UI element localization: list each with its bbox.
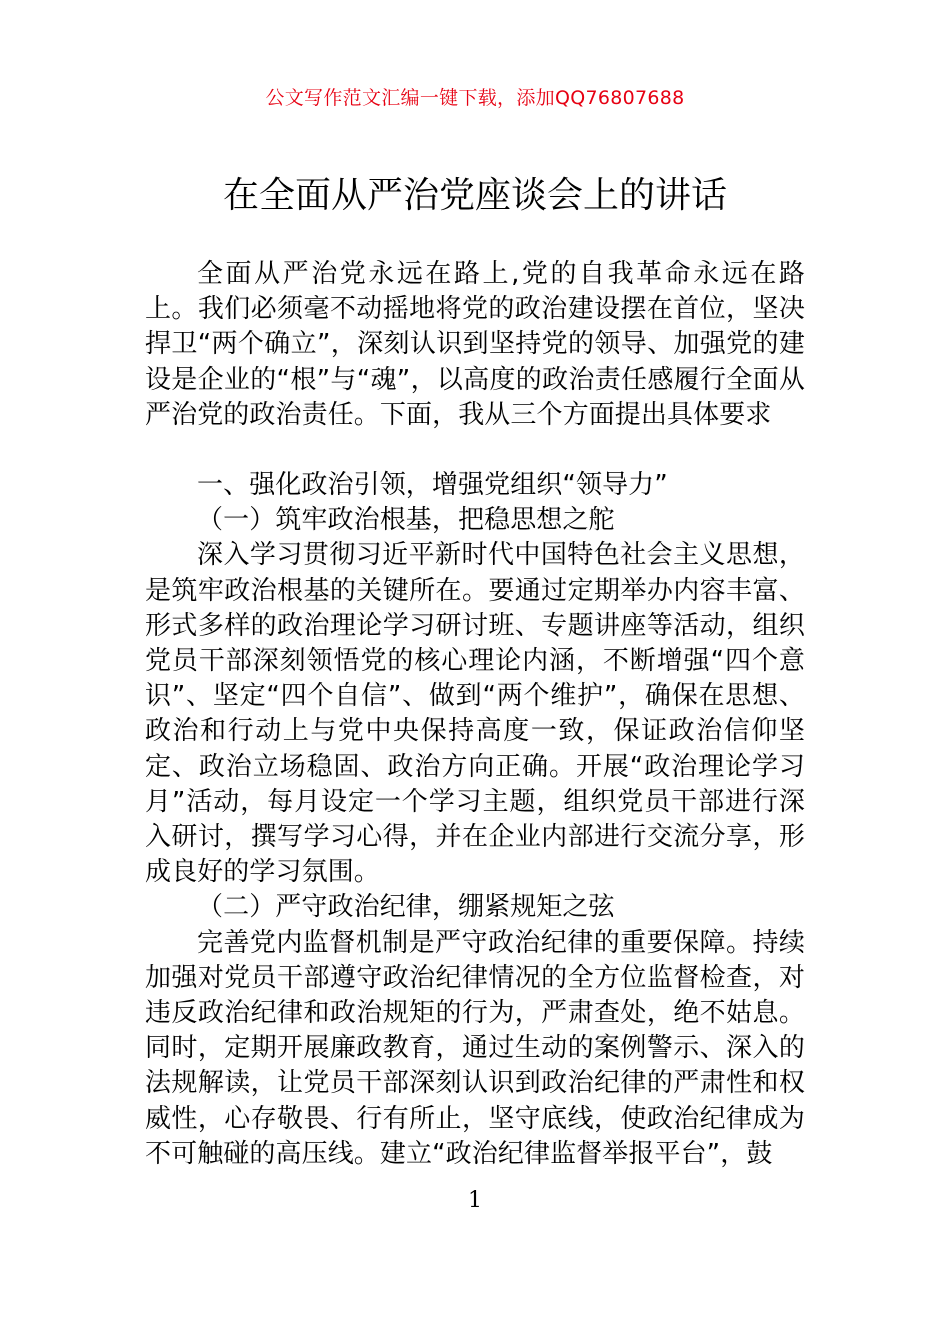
header-download-note: 公文写作范文汇编一键下载，添加QQ76807688 xyxy=(265,87,685,109)
document-body xyxy=(145,257,805,1172)
page-number: 1 xyxy=(468,1188,482,1213)
body-paragraph-1: 深入学习贯彻习近平新时代中国特色社会主义思想，是筑牢政治根基的关键所在。要通过定期举办内容丰富、形式多样的政治理论学习研讨班、专题讲座等活动，组织党员干部深刻领悟党的核心理论内涵，不断增强“四个意识”、坚定“四个自信”、做到“两个维护”，确保在思想、政治和行动上与党中央保持高度一致，保证政治信仰坚定、政治立场稳固、政治方向正确。开展“政治理论学习月”活动，每月设定一个学习主题，组织党员干部进行深入研讨，撰写学习心得，并在企业内部进行交流分享，形成良好的学习氛围。 xyxy=(145,540,805,888)
document-title: 在全面从严治党座谈会上的讲话 xyxy=(222,175,727,216)
section-heading-1: 一、强化政治引领，增强党组织“领导力” xyxy=(197,470,668,501)
subsection-heading-1: （一）筑牢政治根基，把稳思想之舵 xyxy=(197,505,615,536)
body-paragraph-2: 完善党内监督机制是严守政治纪律的重要保障。持续加强对党员干部遵守政治纪律情况的全方位监督检查，对违反政治纪律和政治规矩的行为，严肃查处，绝不姑息。同时，定期开展廉政教育，通过生动的案例警示、深入的法规解读，让党员干部深刻认识到政治纪律的严肃性和权威性，心存敬畏、行有所止，坚守底线，使政治纪律成为不可触碰的高压线。建立“政治纪律监督举报平台”，鼓 xyxy=(145,927,805,1169)
subsection-heading-2: （二）严守政治纪律，绷紧规矩之弦 xyxy=(197,892,615,923)
intro-paragraph: 全面从严治党永远在路上,党的自我革命永远在路上。我们必须毫不动摇地将党的政治建设摆在首位，坚决捍卫“两个确立”，深刻认识到坚持党的领导、加强党的建设是企业的“根”与“魂”，以高度的政治责任感履行全面从严治党的政治责任。下面，我从三个方面提出具体要求 xyxy=(145,259,805,430)
